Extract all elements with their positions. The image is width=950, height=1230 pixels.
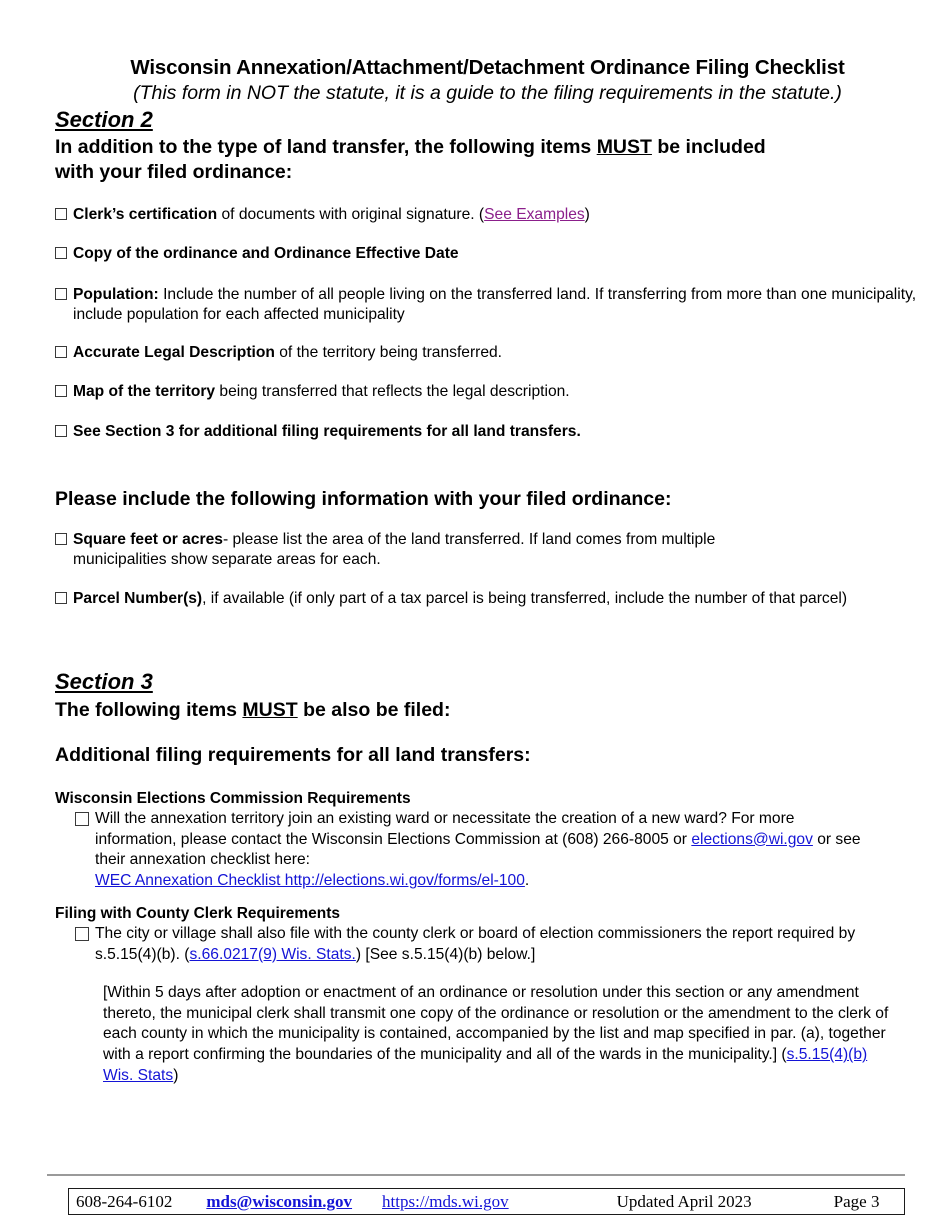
footer-email-link[interactable]: mds@wisconsin.gov [206, 1191, 353, 1211]
checklist-item-population[interactable] [55, 285, 917, 326]
checklist-item-clerks-certification[interactable] [55, 205, 915, 225]
checklist-item-label [73, 285, 917, 326]
checklist-item-label [73, 422, 915, 442]
section-2-heading [55, 135, 920, 185]
county-clerk-requirements-title: Filing with County Clerk Requirements [55, 905, 341, 922]
footer-updated-date: Updated April 2023 [616, 1191, 752, 1211]
section-2-heading-post: be included [651, 136, 766, 158]
section-3-subheading: Additional filing requirements for all land transfers: [55, 744, 531, 766]
checklist-item-legal-description[interactable] [55, 343, 915, 363]
checkbox-icon[interactable] [55, 533, 67, 545]
checklist-item-bold: Accurate Legal Description [73, 344, 275, 361]
checkbox-icon[interactable] [55, 247, 67, 259]
checklist-item-see-section-3[interactable] [55, 422, 915, 442]
checklist-item-wec-ward[interactable] [75, 809, 865, 892]
checklist-item-copy-of-ordinance[interactable] [55, 244, 915, 264]
checklist-item-rest: - please list the area of the land transferred. If land comes from multiple municipalities show separate areas for each. [73, 531, 716, 569]
footer-page-number: Page 3 [833, 1191, 880, 1211]
see-examples-link[interactable]: See Examples [484, 206, 585, 223]
wec-text-c: . [524, 872, 530, 890]
footer-divider [47, 1174, 905, 1176]
page-title: Wisconsin Annexation/Attachment/Detachment Ordinance Filing Checklist [130, 56, 845, 79]
section-3-heading-post: be also be filed: [297, 699, 451, 721]
statute-quote-tail: ) [173, 1066, 179, 1084]
section-2-heading-line2: with your filed ordinance: [55, 160, 293, 183]
checklist-item-label [73, 205, 915, 225]
checkbox-icon[interactable] [55, 592, 67, 604]
checklist-item-label [73, 530, 800, 571]
checklist-item-bold: Population: [73, 286, 159, 303]
checklist-item-label [95, 809, 865, 892]
footer-website-link[interactable]: https://mds.wi.gov [382, 1191, 509, 1211]
checklist-item-bold: Parcel Number(s) [73, 590, 203, 607]
wec-text-b: or see their annexation checklist here: [95, 830, 861, 869]
checklist-item-square-feet-or-acres[interactable] [55, 530, 800, 571]
wec-text-a: Will the annexation territory join an existing ward or necessitate the creation of a new ward? For more information, please contact the Wisconsin Elections Commission at (608) 266-8005 or [95, 810, 795, 848]
checklist-item-rest: Include the number of all people living on the transferred land. If transferring from more than one municipality, include population for each affected municipality [73, 286, 917, 324]
checklist-item-rest: of the territory being transferred. [274, 344, 503, 361]
page-subtitle: (This form in NOT the statute, it is a guide to the filing requirements in the statute.) [133, 82, 842, 104]
checklist-item-label [95, 924, 875, 965]
statute-quote-text: [Within 5 days after adoption or enactment of an ordinance or resolution under this section or any amendment thereto, the municipal clerk shall transmit one copy of the ordinance or resolution or the amendment to the clerk of each county in which the municipality is contained, accompanied by the list and map specified in par. (a), together with a report confirming the boundaries of the municipality and all of the wards in the municipality.] ( [103, 984, 889, 1064]
section-3-heading-pre: The following items [55, 699, 243, 721]
checklist-item-bold: Copy of the ordinance and Ordinance Effective Date [73, 245, 459, 262]
checkbox-icon[interactable] [55, 385, 67, 397]
checklist-item-label [73, 244, 915, 264]
checklist-item-rest: of documents with original signature. ( [217, 206, 485, 223]
checklist-item-bold: Square feet or acres [73, 531, 223, 548]
checklist-item-bold: Map of the territory [73, 383, 216, 400]
checklist-item-tail: ) [584, 206, 590, 223]
please-include-heading: Please include the following information with your filed ordinance: [55, 488, 672, 510]
section-2-label: Section 2 [55, 107, 153, 132]
section-3-heading [55, 698, 920, 723]
county-text-b: ) [See s.5.15(4)(b) below.] [355, 945, 536, 963]
section-3-heading-must: MUST [242, 699, 298, 721]
footer [68, 1188, 905, 1215]
statute-quote-block [103, 983, 893, 1087]
wec-requirements-title: Wisconsin Elections Commission Requirements [55, 790, 411, 807]
checklist-item-bold: See Section 3 for additional filing requirements for all land transfers. [73, 423, 581, 440]
checkbox-icon[interactable] [55, 208, 67, 220]
section-3-label: Section 3 [55, 669, 153, 694]
checklist-item-bold: Clerk’s certification [73, 206, 218, 223]
checklist-item-county-clerk-filing[interactable] [75, 924, 875, 965]
checklist-item-label [73, 589, 917, 609]
elections-email-link[interactable]: elections@wi.gov [691, 830, 813, 848]
statute-66-0217-link[interactable]: s.66.0217(9) Wis. Stats. [189, 945, 356, 963]
wec-annexation-checklist-link[interactable]: WEC Annexation Checklist http://elections.wi.gov/forms/el-100 [95, 872, 525, 890]
checklist-item-parcel-numbers[interactable] [55, 589, 917, 609]
checkbox-icon[interactable] [75, 812, 89, 826]
statute-5-15-4b-link[interactable]: s.5.15(4)(b) Wis. Stats [103, 1046, 868, 1084]
checkbox-icon[interactable] [55, 288, 67, 300]
checkbox-icon[interactable] [75, 927, 89, 941]
checklist-item-rest: being transferred that reflects the legal description. [215, 383, 570, 400]
checklist-item-label [73, 343, 915, 363]
footer-phone: 608-264-6102 [76, 1191, 173, 1211]
section-2-heading-pre: In addition to the type of land transfer, the following items [55, 136, 597, 158]
checklist-item-rest: , if available (if only part of a tax parcel is being transferred, include the number of that parcel) [202, 590, 848, 607]
county-text-a: The city or village shall also file with the county clerk or board of election commissioners the report required by s.5.15(4)(b). ( [95, 925, 856, 963]
checklist-item-label [73, 382, 915, 402]
checkbox-icon[interactable] [55, 425, 67, 437]
checklist-item-map-of-territory[interactable] [55, 382, 915, 402]
section-2-heading-must: MUST [596, 136, 652, 158]
checkbox-icon[interactable] [55, 346, 67, 358]
